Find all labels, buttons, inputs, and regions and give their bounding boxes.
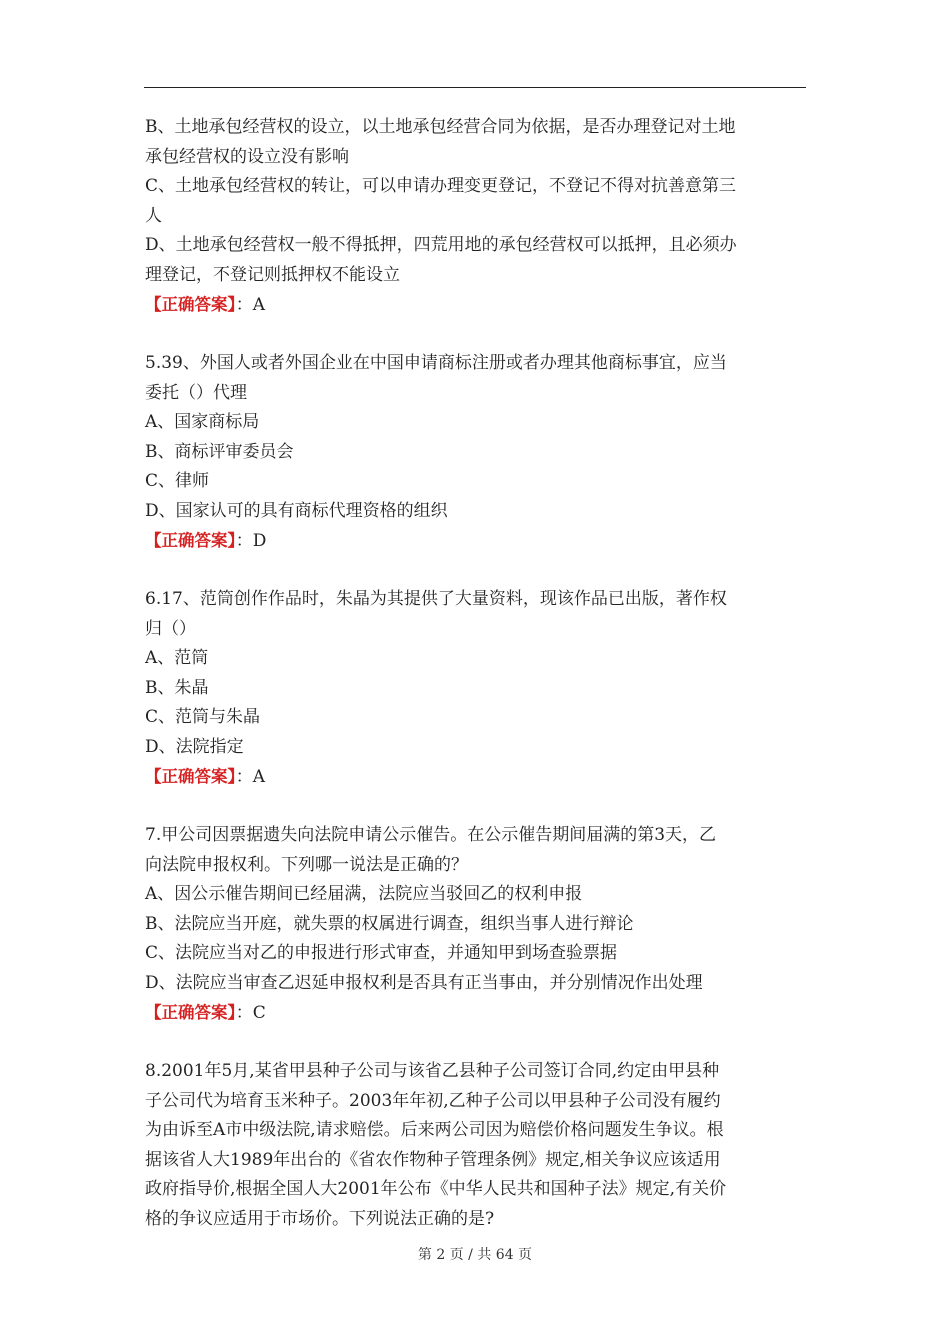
header-rule xyxy=(144,87,806,88)
question-6-block xyxy=(145,585,807,792)
answer-label: 【正确答案】 xyxy=(145,531,236,550)
option-d-line-1: D、土地承包经营权一般不得抵押，四荒用地的承包经营权可以抵押，且必须办 xyxy=(145,235,737,255)
option-d: D、法院指定 xyxy=(145,736,244,757)
page-footer: 第 2 页 / 共 64 页 xyxy=(417,1247,533,1263)
answer-value: A xyxy=(252,767,266,787)
option-c-line-2: 人 xyxy=(145,205,162,226)
option-b: B、朱晶 xyxy=(145,677,209,698)
question-4-block xyxy=(145,113,807,320)
answer-value: C xyxy=(252,1003,266,1023)
option-d-line-2: 理登记，不登记则抵押权不能设立 xyxy=(145,264,400,285)
option-a: A、因公示催告期间已经届满，法院应当驳回乙的权利申报 xyxy=(145,884,583,904)
answer-label: 【正确答案】 xyxy=(145,1003,236,1022)
question-text-line-2: 归（） xyxy=(145,618,196,639)
answer-label: 【正确答案】 xyxy=(145,767,236,786)
question-text-line-2: 委托（）代理 xyxy=(145,382,247,403)
question-text-line-2: 子公司代为培育玉米种子。2003年年初,乙种子公司以甲县种子公司没有履约 xyxy=(145,1090,721,1111)
option-b: B、商标评审委员会 xyxy=(145,441,294,462)
answer-label: 【正确答案】 xyxy=(145,295,236,314)
answer-line: 【正确答案】：D xyxy=(145,531,267,551)
option-d: D、法院应当审查乙迟延申报权利是否具有正当事由，并分别情况作出处理 xyxy=(145,972,703,993)
option-a: A、范筒 xyxy=(145,648,209,668)
option-c: C、范筒与朱晶 xyxy=(145,707,261,727)
question-text-line-3: 为由诉至A市中级法院,请求赔偿。后来两公司因为赔偿价格问题发生争议。根 xyxy=(145,1120,724,1140)
question-text-line-1: 8.2001年5月,某省甲县种子公司与该省乙县种子公司签订合同,约定由甲县种 xyxy=(145,1061,720,1081)
page-content xyxy=(145,113,807,1234)
question-text-line-1: 6.17、范筒创作作品时，朱晶为其提供了大量资料，现该作品已出版，著作权 xyxy=(145,589,727,609)
option-b: B、法院应当开庭，就失票的权属进行调查，组织当事人进行辩论 xyxy=(145,913,634,934)
answer-line: 【正确答案】：A xyxy=(145,295,266,315)
question-7-block xyxy=(145,821,807,1028)
question-text-line-2: 向法院申报权利。下列哪一说法是正确的？ xyxy=(145,854,468,875)
question-text-line-6: 格的争议应适用于市场价。下列说法正确的是? xyxy=(145,1208,495,1229)
question-5-block xyxy=(145,349,807,556)
question-text-line-1: 7.甲公司因票据遗失向法院申请公示催告。在公示催告期间届满的第3天，乙 xyxy=(145,825,717,845)
question-text-line-5: 政府指导价,根据全国人大2001年公布《中华人民共和国种子法》规定,有关价 xyxy=(145,1179,727,1199)
question-text-line-4: 据该省人大1989年出台的《省农作物种子管理条例》规定,相关争议应该适用 xyxy=(145,1149,721,1170)
answer-line: 【正确答案】：C xyxy=(145,1003,266,1023)
option-b-line-1: B、土地承包经营权的设立，以土地承包经营合同为依据，是否办理登记对土地 xyxy=(145,117,736,137)
question-8-block xyxy=(145,1057,807,1234)
question-text-line-1: 5.39、外国人或者外国企业在中国申请商标注册或者办理其他商标事宜，应当 xyxy=(145,353,727,373)
answer-value: A xyxy=(252,295,266,315)
option-a: A、国家商标局 xyxy=(145,412,260,432)
option-b-line-2: 承包经营权的设立没有影响 xyxy=(145,146,349,167)
option-c-line-1: C、土地承包经营权的转让，可以申请办理变更登记，不登记不得对抗善意第三 xyxy=(145,176,737,196)
answer-value: D xyxy=(252,531,267,551)
answer-line: 【正确答案】：A xyxy=(145,767,266,787)
option-c: C、法院应当对乙的申报进行形式审查，并通知甲到场查验票据 xyxy=(145,943,618,963)
option-d: D、国家认可的具有商标代理资格的组织 xyxy=(145,500,448,521)
option-c: C、律师 xyxy=(145,471,210,491)
